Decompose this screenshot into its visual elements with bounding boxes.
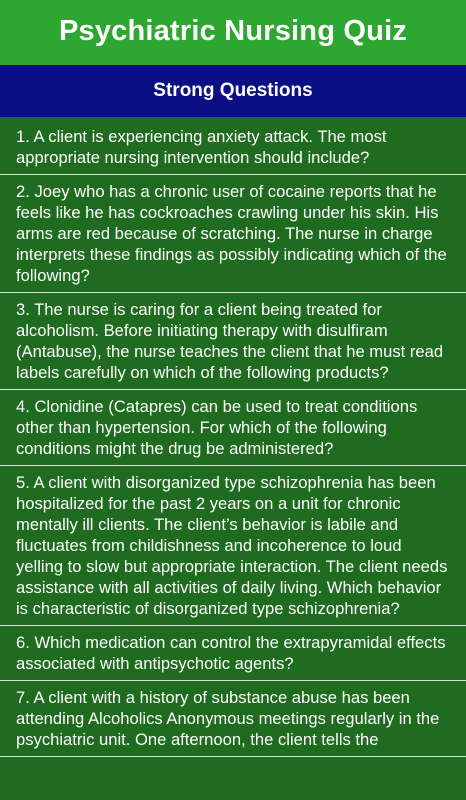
question-item-2[interactable]: 2. Joey who has a chronic user of cocaine reports that he feels like he has cockroaches crawling under his skin. His arms are red because of scratching. The nurse in charge interprets these findings as possibly indicating which of the following? [0, 175, 466, 293]
question-item-3[interactable]: 3. The nurse is caring for a client being treated for alcoholism. Before initiating therapy with disulfiram (Antabuse), the nurse teaches the client that he must read labels carefully on which of the following products? [0, 293, 466, 390]
section-header [0, 65, 466, 117]
question-item-1[interactable]: 1. A client is experiencing anxiety attack. The most appropriate nursing intervention should include? [0, 117, 466, 175]
section-title: Strong Questions [153, 80, 313, 101]
app-title: Psychiatric Nursing Quiz [58, 15, 408, 47]
app-bar [0, 0, 466, 65]
question-list [0, 117, 466, 757]
question-item-4[interactable]: 4. Clonidine (Catapres) can be used to treat conditions other than hypertension. For which of the following conditions might the drug be administered? [0, 390, 466, 466]
question-item-7[interactable]: 7. A client with a history of substance abuse has been attending Alcoholics Anonymous meetings regularly in the psychiatric unit. One afternoon, the client tells the [0, 681, 466, 757]
question-item-6[interactable]: 6. Which medication can control the extrapyramidal effects associated with antipsychotic agents? [0, 626, 466, 681]
question-item-5[interactable]: 5. A client with disorganized type schizophrenia has been hospitalized for the past 2 years on a unit for chronic mentally ill clients. The client’s behavior is labile and fluctuates from childishness and incoherence to loud yelling to slow but appropriate interaction. The client needs assistance with all activities of daily living. Which behavior is characteristic of disorganized type schizophrenia? [0, 466, 466, 626]
